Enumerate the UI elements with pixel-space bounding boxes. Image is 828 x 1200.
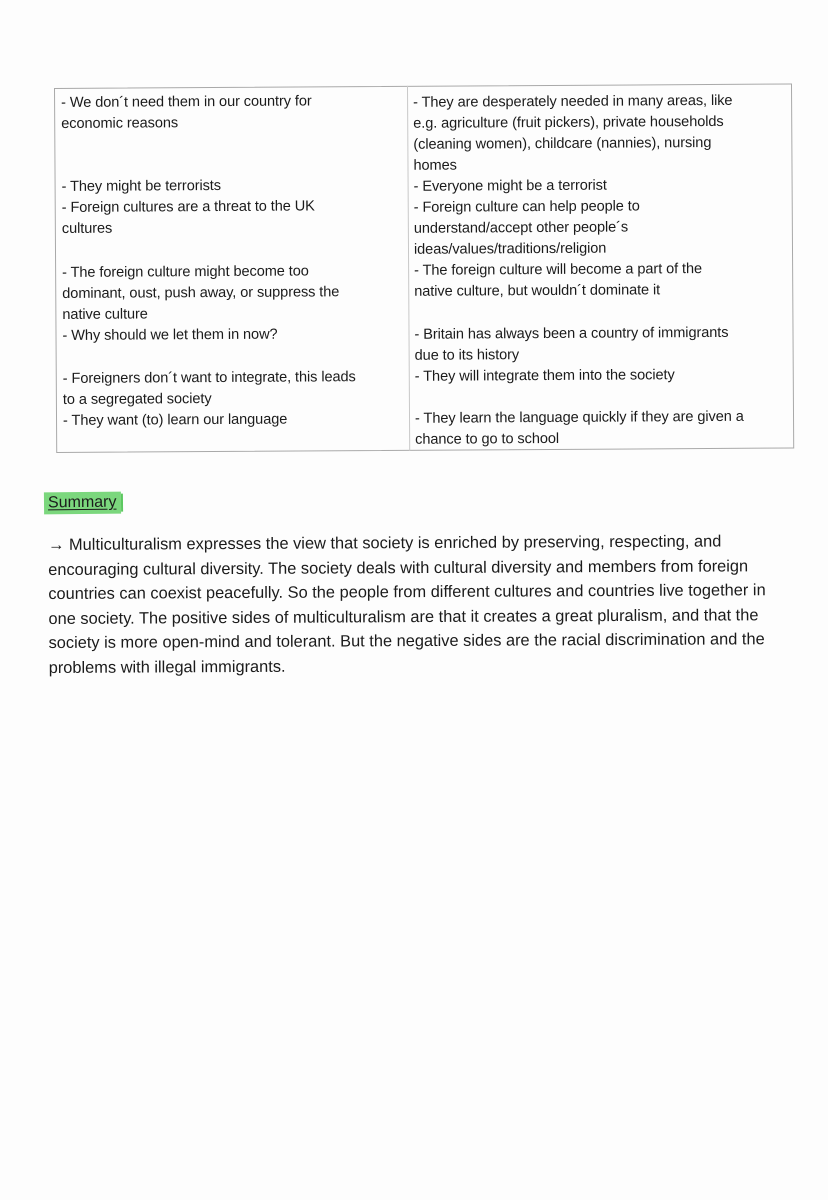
pro-contra-table — [54, 83, 794, 453]
table-cell-right-row-1: - They are desperately needed in many areas, like e.g. agriculture (fruit pickers), private households (cleaning women), childcare (nannies), nursing homes — [413, 92, 733, 174]
table-cell-left-row-3: - The foreign culture might become too dominant, oust, push away, or suppress the native culture — [62, 263, 340, 323]
table-cell-left-row-5: - Foreigners don´t want to integrate, this leads to a segregated society — [62, 369, 356, 408]
summary-heading: Summary — [44, 492, 122, 515]
table-cell-left-row-2: - They might be terrorists - Foreign cultures are a threat to the UK cultures — [61, 177, 315, 237]
table-cell-right-row-3: - The foreign culture will become a part of the native culture, but wouldn´t dominate it — [414, 261, 703, 300]
summary-paragraph: → Multiculturalism expresses the view that society is enriched by preserving, respecting, and encouraging cultural diversity. The society deals with cultural diversity and members from foreign countries can coexist peacefully. So the people from different cultures and countries live together in one society. The positive sides of multiculturalism are that it creates a great pluralism, and that the society is more open-mind and tolerant. But the negative sides are the racial discrimination and the problems with illegal immigrants. — [48, 532, 766, 677]
table-cell-left-row-1: - We don´t need them in our country for economic reasons — [61, 93, 312, 132]
table-cell-left-row-4: - Why should we let them in now? — [62, 326, 278, 344]
table-cell-right-row-4: - Britain has always been a country of immigrants due to its history — [414, 324, 729, 364]
table-cell-left-row-6: - They want (to) learn our language — [62, 411, 288, 429]
table-cell-right-row-2: - Everyone might be a terrorist - Foreign culture can help people to understand/accept other people´s ideas/values/traditions/religion — [413, 177, 640, 258]
table-cell-right-row-5: - They will integrate them into the society — [414, 367, 675, 385]
table-cell-right-row-6: - They learn the language quickly if they are given a chance to go to school — [414, 408, 744, 448]
